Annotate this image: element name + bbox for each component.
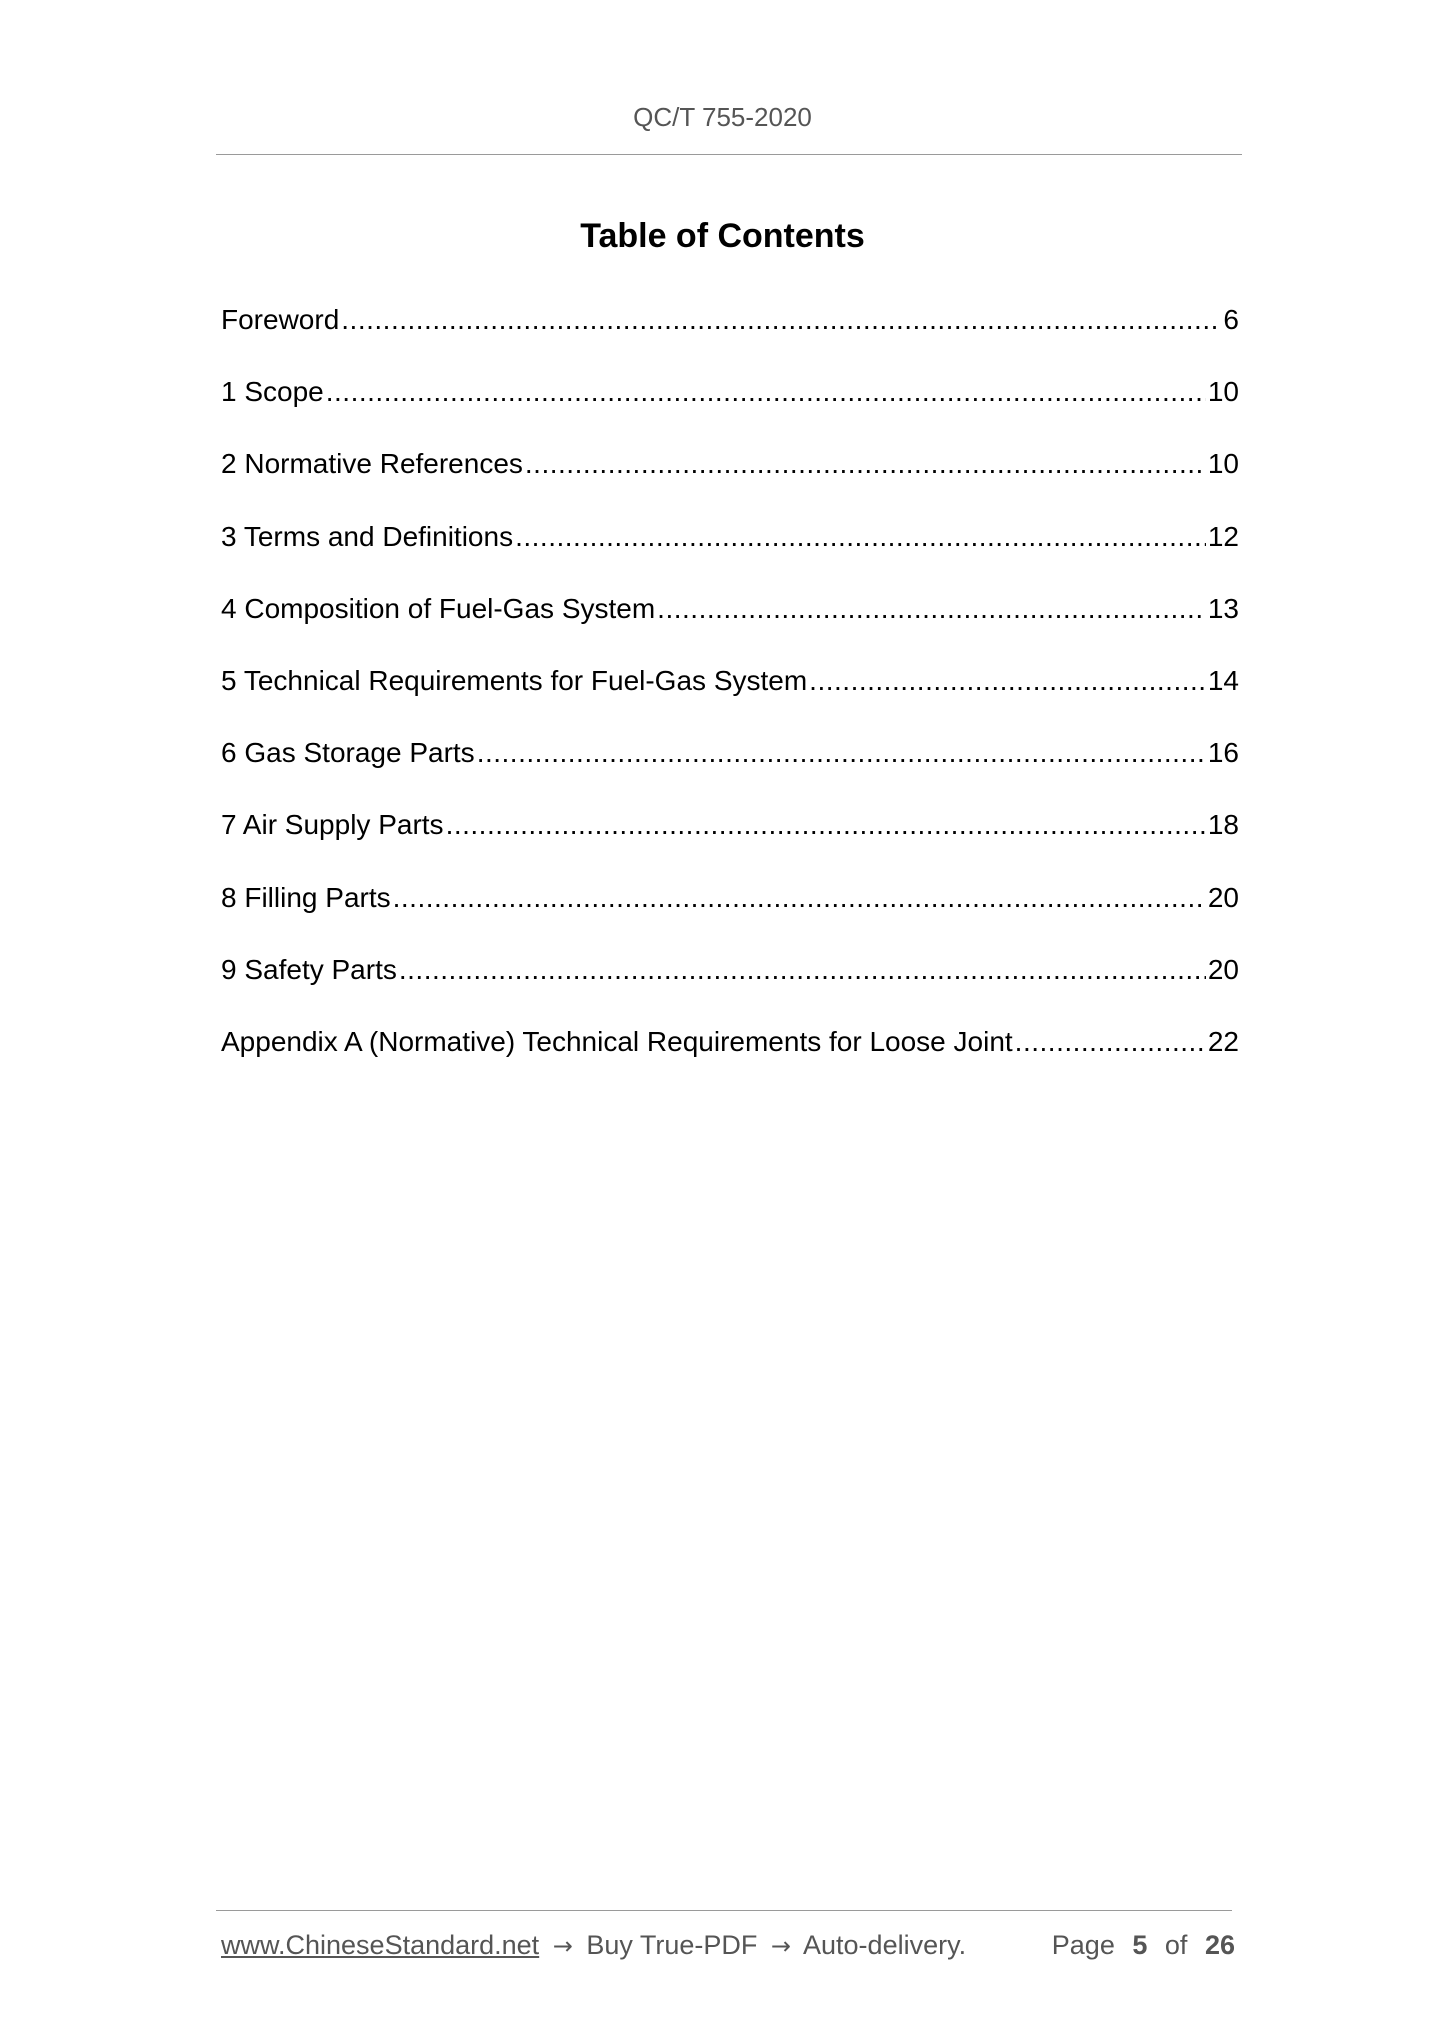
toc-entry-composition[interactable]	[221, 589, 1239, 661]
toc-entry-label: 4 Composition of Fuel-Gas System	[221, 592, 656, 624]
toc-list	[221, 300, 1239, 1094]
toc-title: Table of Contents	[580, 217, 865, 255]
arrow-right-icon: →	[770, 1932, 791, 1960]
toc-entry-page: 16	[1207, 737, 1239, 769]
toc-entry-page: 20	[1207, 953, 1239, 985]
toc-entry-label: 2 Normative References	[221, 448, 523, 480]
toc-entry-safety-parts[interactable]	[221, 950, 1239, 1022]
toc-entry-page: 14	[1207, 664, 1239, 696]
toc-entry-label: 7 Air Supply Parts	[221, 809, 444, 841]
toc-leader-dots	[326, 372, 1206, 412]
toc-entry-terms-definitions[interactable]	[221, 517, 1239, 589]
toc-entry-foreword[interactable]	[221, 300, 1239, 372]
toc-entry-label: 8 Filling Parts	[221, 881, 391, 913]
toc-entry-page: 13	[1207, 592, 1239, 624]
toc-leader-dots	[341, 300, 1221, 340]
arrow-right-icon: →	[552, 1932, 573, 1960]
website-link[interactable]: www.ChineseStandard.net	[221, 1930, 540, 1960]
toc-entry-label: 1 Scope	[221, 376, 324, 408]
toc-entry-page: 18	[1207, 809, 1239, 841]
buy-true-pdf-text: Buy True-PDF	[586, 1930, 758, 1960]
toc-entry-page: 12	[1207, 520, 1239, 552]
current-page-number: 5	[1132, 1930, 1148, 1960]
toc-entry-page: 20	[1207, 881, 1239, 913]
toc-entry-air-supply-parts[interactable]	[221, 805, 1239, 877]
toc-entry-appendix-a[interactable]	[221, 1022, 1239, 1094]
page-indicator	[1052, 1930, 1235, 1961]
toc-leader-dots	[515, 517, 1206, 557]
toc-entry-technical-requirements[interactable]	[221, 661, 1239, 733]
toc-entry-label: 6 Gas Storage Parts	[221, 737, 475, 769]
toc-entry-label: 5 Technical Requirements for Fuel-Gas System	[221, 664, 808, 696]
toc-entry-filling-parts[interactable]	[221, 878, 1239, 950]
toc-entry-gas-storage-parts[interactable]	[221, 733, 1239, 805]
toc-entry-label: 9 Safety Parts	[221, 953, 397, 985]
total-page-count: 26	[1204, 1930, 1235, 1960]
toc-entry-page: 10	[1207, 448, 1239, 480]
document-code: QC/T 755-2020	[633, 102, 812, 132]
of-label: of	[1164, 1930, 1188, 1960]
auto-delivery-text: Auto-delivery.	[803, 1930, 967, 1960]
toc-leader-dots	[446, 805, 1206, 845]
toc-leader-dots	[393, 878, 1206, 918]
toc-leader-dots	[809, 661, 1206, 701]
toc-leader-dots	[477, 733, 1206, 773]
toc-leader-dots	[525, 444, 1206, 484]
header-divider	[216, 154, 1242, 155]
toc-entry-label: Appendix A (Normative) Technical Requirements for Loose Joint	[221, 1025, 1013, 1057]
toc-entry-page: 10	[1207, 376, 1239, 408]
toc-entry-normative-references[interactable]	[221, 444, 1239, 516]
toc-entry-label: Foreword	[221, 304, 340, 335]
toc-leader-dots	[399, 950, 1206, 990]
toc-entry-page: 22	[1207, 1025, 1239, 1057]
toc-leader-dots	[657, 589, 1206, 629]
footer-promo	[221, 1930, 966, 1961]
page-label: Page	[1051, 1930, 1115, 1960]
toc-entry-label: 3 Terms and Definitions	[221, 520, 514, 552]
toc-entry-page: 6	[1223, 304, 1239, 335]
footer-divider	[216, 1910, 1232, 1911]
toc-entry-scope[interactable]	[221, 372, 1239, 444]
toc-leader-dots	[1015, 1022, 1206, 1062]
page-footer	[221, 1930, 1235, 1961]
